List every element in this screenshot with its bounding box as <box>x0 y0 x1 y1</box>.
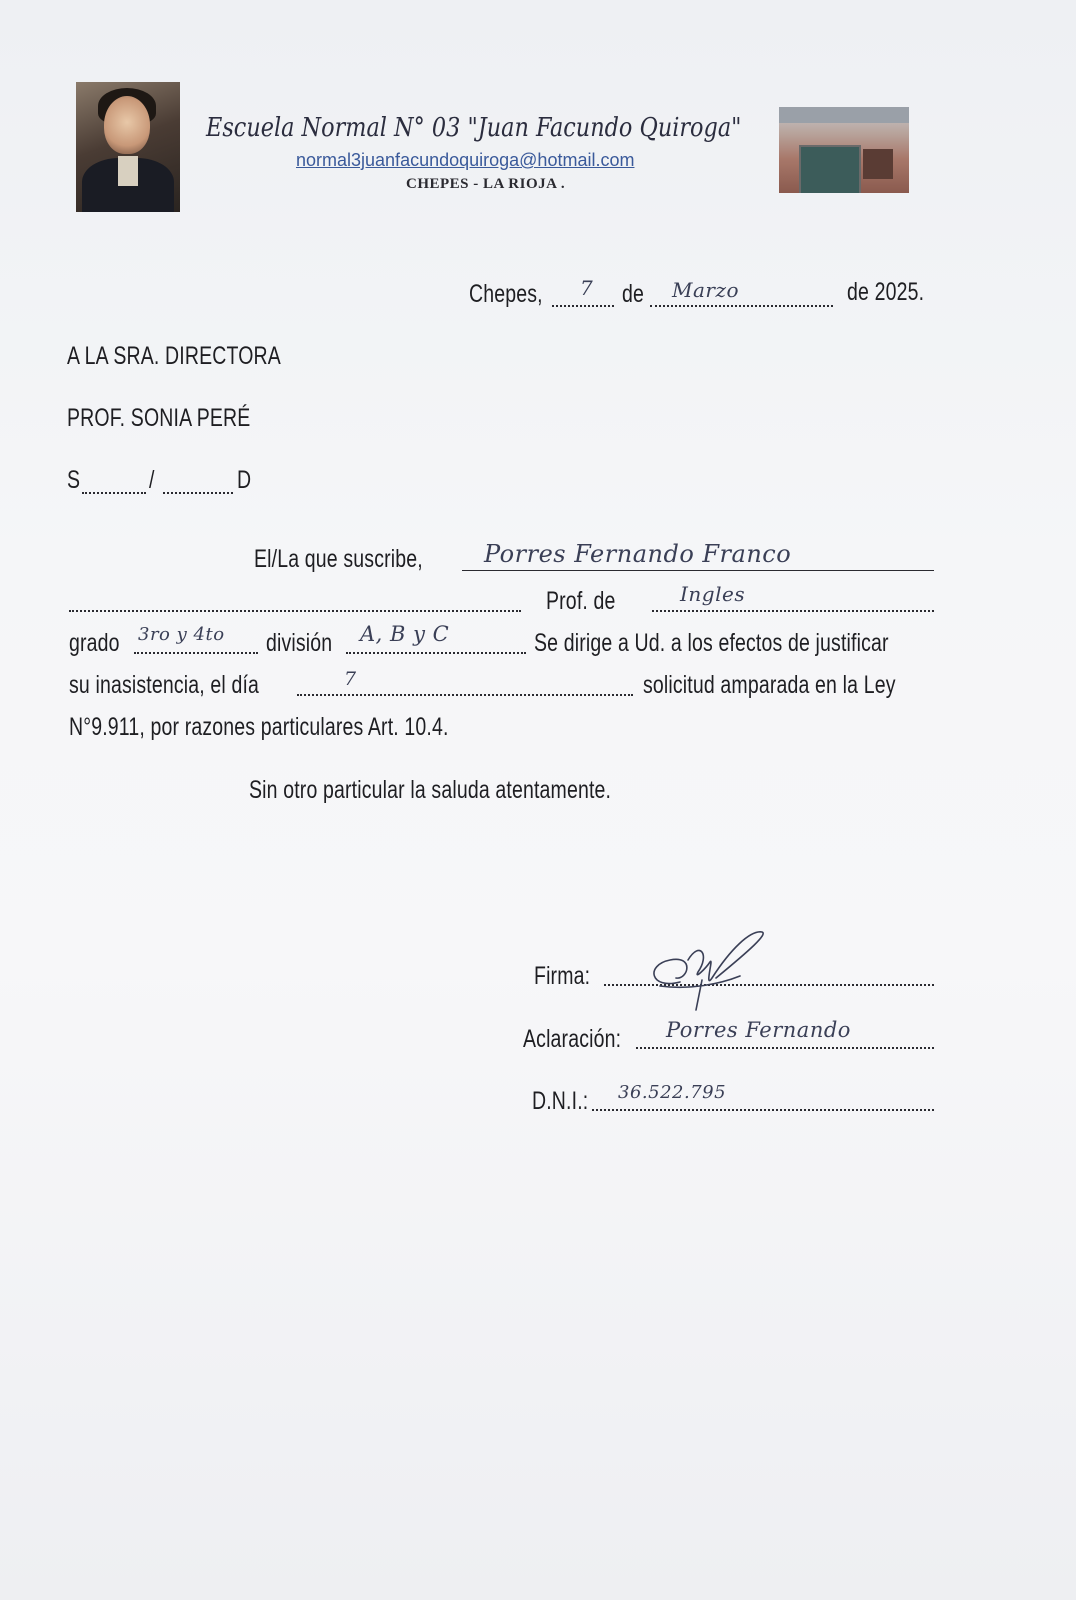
recipient-line-1: A LA SRA. DIRECTORA <box>67 342 281 370</box>
inasistencia-label: su inasistencia, el día <box>69 671 260 699</box>
school-email: normal3juanfacundoquiroga@hotmail.com <box>296 150 635 170</box>
sd-d: D <box>237 466 252 494</box>
dia-value: 7 <box>344 668 357 690</box>
sd-dots-1 <box>82 492 146 494</box>
closing-text: Sin otro particular la saluda atentamente. <box>249 776 612 804</box>
sd-slash: / <box>149 466 155 494</box>
dni-value: 36.522.795 <box>618 1082 727 1103</box>
date-de-label: de <box>622 280 645 308</box>
dia-field-line <box>297 694 633 696</box>
date-day-value: 7 <box>580 276 594 300</box>
grado-label: grado <box>69 629 120 657</box>
division-label: división <box>266 629 333 657</box>
grado-field-line <box>134 652 258 654</box>
aclaracion-label: Aclaración: <box>523 1025 622 1053</box>
day-field-line <box>552 305 614 307</box>
dirige-text: Se dirige a Ud. a los efectos de justificar <box>534 629 889 657</box>
school-city: CHEPES - LA RIOJA . <box>406 176 566 192</box>
date-place: Chepes, <box>469 280 543 308</box>
prof-label: Prof. de <box>546 587 616 615</box>
month-field-line <box>650 305 833 307</box>
date-year: de 2025. <box>847 278 925 306</box>
school-building-photo <box>779 107 909 193</box>
sd-s: S <box>67 466 81 494</box>
prof-value: Ingles <box>680 582 746 606</box>
date-month-value: Marzo <box>672 278 740 302</box>
division-value: A, B y C <box>360 622 450 646</box>
dni-field-line <box>592 1109 934 1111</box>
ley-text: N°9.911, por razones particulares Art. 10.4. <box>69 713 449 741</box>
suscribe-value: Porres Fernando Franco <box>484 540 792 568</box>
division-field-line <box>346 652 526 654</box>
name-continuation-line <box>69 610 521 612</box>
suscribe-field-line <box>462 570 934 571</box>
recipient-line-2: PROF. SONIA PERÉ <box>67 404 251 432</box>
sd-dots-2 <box>163 492 233 494</box>
suscribe-label: El/La que suscribe, <box>254 545 423 573</box>
firma-label: Firma: <box>534 962 591 990</box>
grado-value: 3ro y 4to <box>138 624 225 645</box>
solicitud-text: solicitud amparada en la Ley <box>643 671 896 699</box>
handwritten-signature <box>640 920 770 1020</box>
founder-portrait <box>76 82 180 212</box>
aclaracion-value: Porres Fernando <box>666 1018 851 1042</box>
school-name: Escuela Normal N° 03 "Juan Facundo Quiroga" <box>206 113 742 143</box>
prof-field-line <box>652 610 934 612</box>
aclaracion-field-line <box>636 1047 934 1049</box>
dni-label: D.N.I.: <box>532 1087 589 1115</box>
